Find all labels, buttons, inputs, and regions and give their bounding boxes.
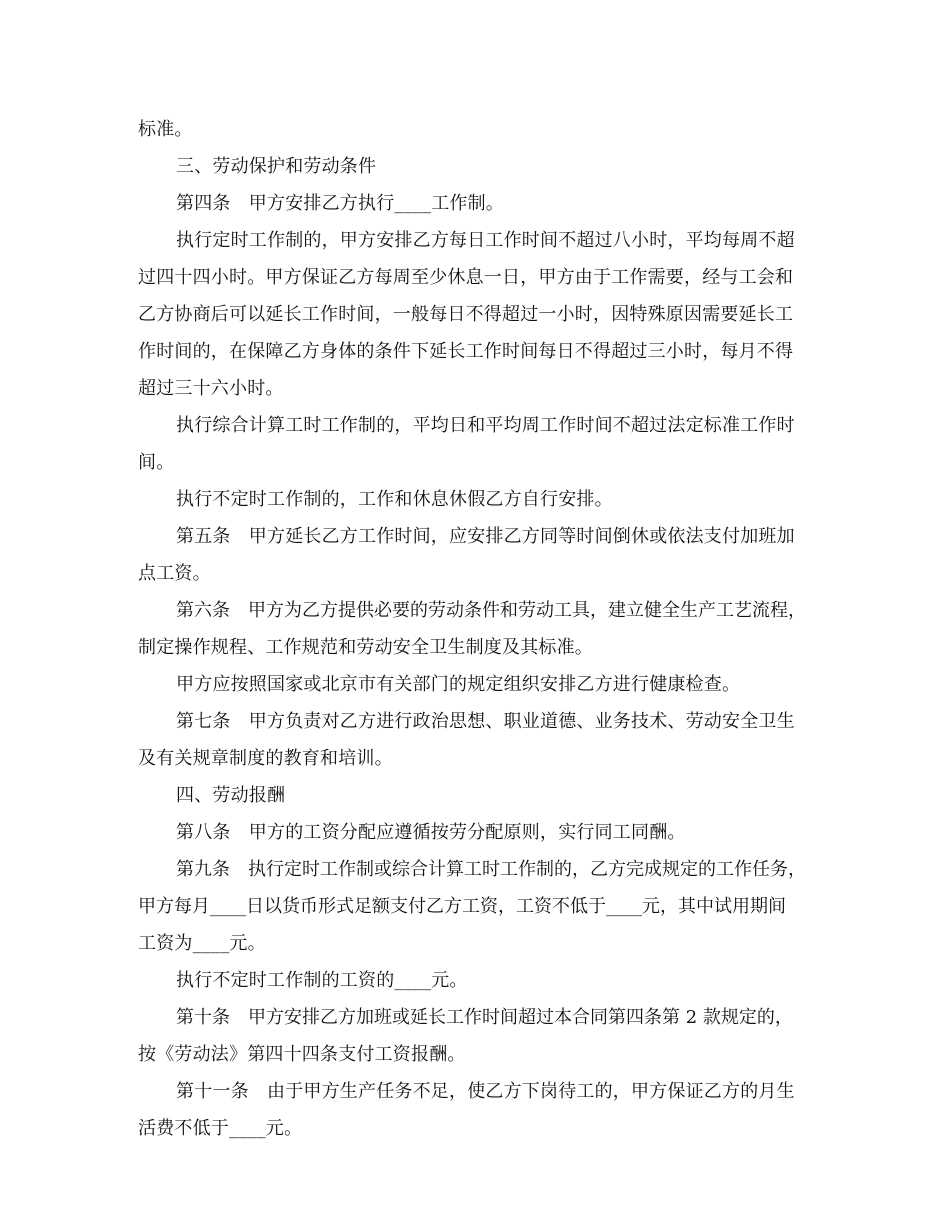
text-line: 标准。: [138, 119, 193, 140]
article-line: 第十条 甲方安排乙方加班或延长工作时间超过本合同第四条第 2 款规定的，: [176, 1007, 793, 1028]
paragraph-line: 执行定时工作制的，甲方安排乙方每日工作时间不超过八小时，平均每周不超: [176, 230, 795, 251]
paragraph-line: 过四十四小时。甲方保证乙方每周至少休息一日，甲方由于工作需要，经与工会和: [138, 267, 794, 288]
paragraph-line: 超过三十六小时。: [138, 378, 284, 399]
paragraph-line: 间。: [138, 452, 175, 473]
article-line: 第八条 甲方的工资分配应遵循按劳分配原则，实行同工同酬。: [176, 822, 686, 843]
section-heading: 三、劳动保护和劳动条件: [176, 156, 377, 177]
article-line: 第四条 甲方安排乙方执行____工作制。: [176, 193, 504, 214]
article-line: 第九条 执行定时工作制或综合计算工时工作制的，乙方完成规定的工作任务，: [176, 859, 806, 880]
paragraph-line: 按《劳动法》第四十四条支付工资报酬。: [138, 1044, 466, 1065]
paragraph-line: 甲方每月____日以货币形式足额支付乙方工资，工资不低于____元，其中试用期间: [138, 896, 786, 917]
article-line: 第六条 甲方为乙方提供必要的劳动条件和劳动工具，建立健全生产工艺流程，: [176, 600, 806, 621]
paragraph-line: 及有关规章制度的教育和培训。: [138, 748, 393, 769]
paragraph-line: 活费不低于____元。: [138, 1118, 303, 1139]
paragraph-line: 制定操作规程、工作规范和劳动安全卫生制度及其标准。: [138, 637, 593, 658]
paragraph-line: 点工资。: [138, 563, 211, 584]
paragraph-line: 执行综合计算工时工作制的，平均日和平均周工作时间不超过法定标准工作时: [176, 415, 795, 436]
paragraph-line: 乙方协商后可以延长工作时间，一般每日不得超过一小时，因特殊原因需要延长工: [138, 304, 794, 325]
paragraph-line: 甲方应按照国家或北京市有关部门的规定组织安排乙方进行健康检查。: [176, 674, 741, 695]
section-heading: 四、劳动报酬: [176, 785, 286, 806]
article-line: 第十一条 由于甲方生产任务不足，使乙方下岗待工的，甲方保证乙方的月生: [176, 1081, 795, 1102]
article-line: 第七条 甲方负责对乙方进行政治思想、职业道德、业务技术、劳动安全卫生: [176, 711, 795, 732]
paragraph-line: 执行不定时工作制的，工作和休息休假乙方自行安排。: [176, 489, 613, 510]
document-body: [138, 111, 818, 1147]
article-line: 第五条 甲方延长乙方工作时间，应安排乙方同等时间倒休或依法支付加班加: [176, 526, 795, 547]
paragraph-line: 执行不定时工作制的工资的____元。: [176, 970, 468, 991]
paragraph-line: 工资为____元。: [138, 933, 266, 954]
paragraph-line: 作时间的，在保障乙方身体的条件下延长工作时间每日不得超过三小时，每月不得: [138, 341, 794, 362]
